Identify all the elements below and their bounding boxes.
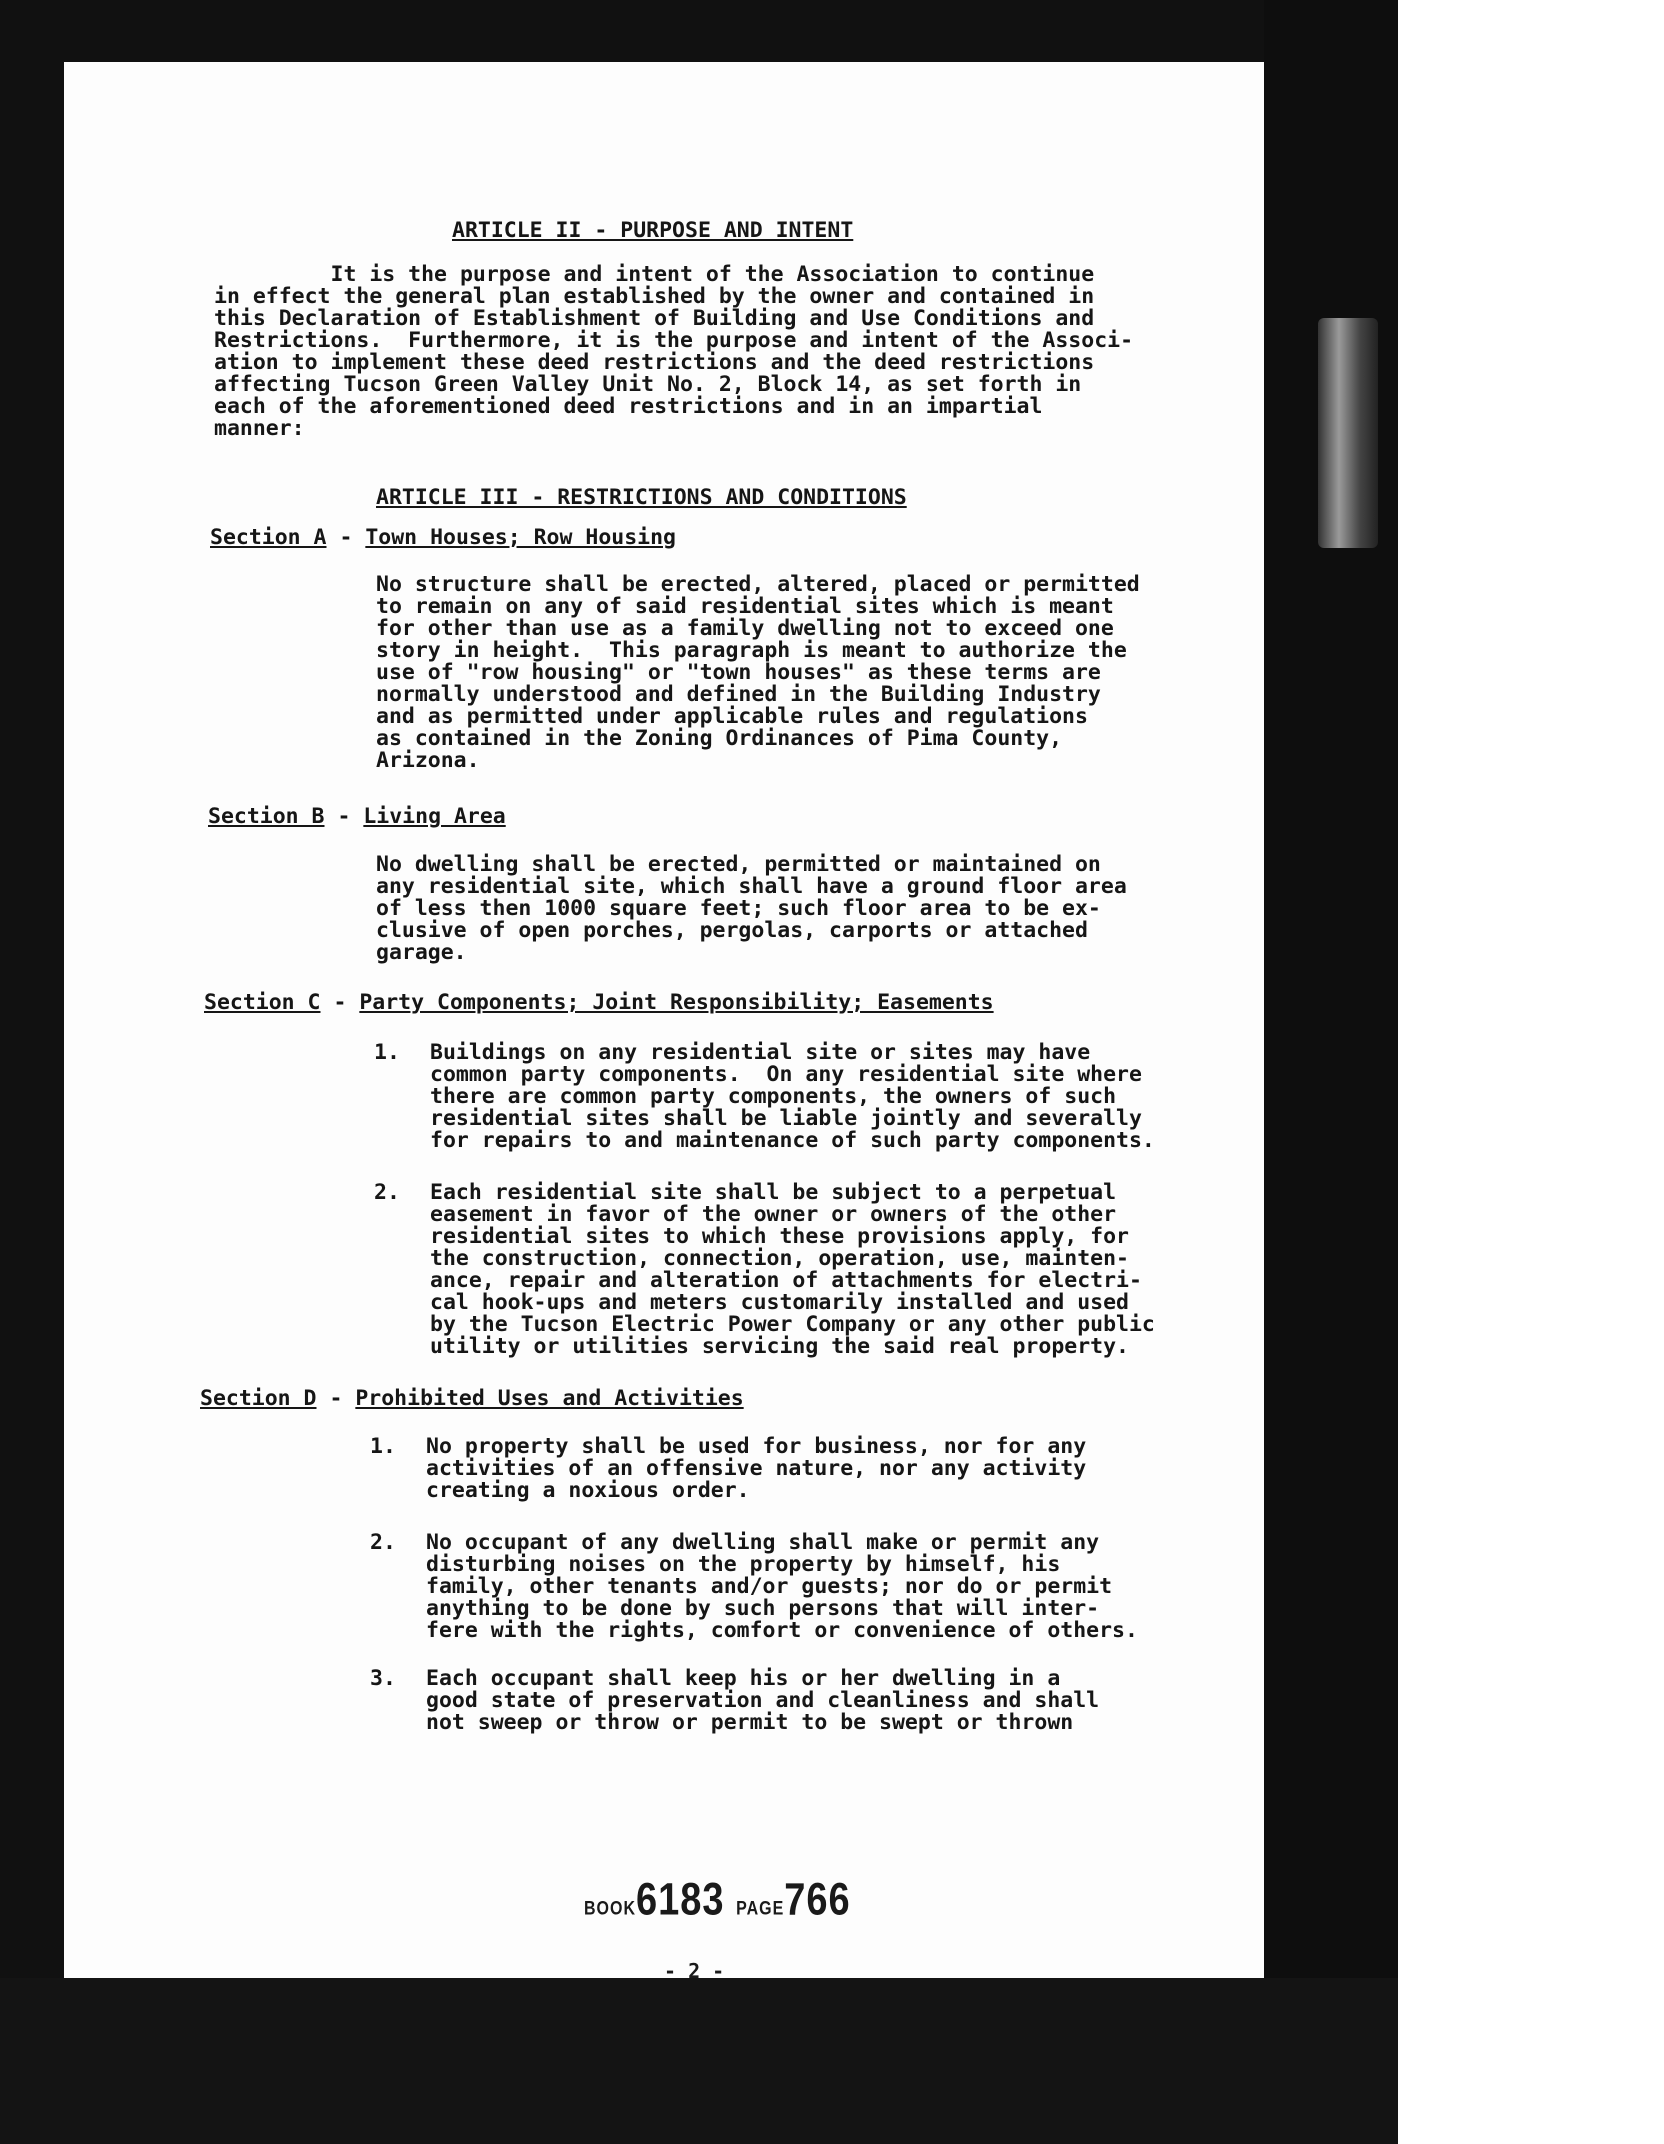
- item-text: Buildings on any residential site or sites may have common party components. On any residential site where there are common party components, the owners of such residential sites shall be liable jointly and severally for repairs to and maintenance of such party components.: [430, 1040, 1155, 1153]
- book-number: 6183: [636, 1875, 725, 1926]
- section-d-label: Section D: [200, 1386, 317, 1411]
- book-prefix: BOOK: [584, 1899, 636, 1920]
- item-number: 2.: [374, 1180, 400, 1205]
- section-a-paragraph: No structure shall be erected, altered, placed or permitted to remain on any of said residential sites which is meant for other than use as a family dwelling not to exceed one story in height. This paragraph is meant to authorize the use of "row housing" or "town houses" as these terms are normally understood and defined in the Building Industry and as permitted under applicable rules and regulations as contained in the Zoning Ordinances of Pima County, Arizona.: [376, 572, 1140, 773]
- item-number: 3.: [370, 1666, 396, 1691]
- section-a-title: Town Houses; Row Housing: [365, 525, 677, 550]
- item-text: No occupant of any dwelling shall make or permit any disturbing noises on the property by himself, his family, other tenants and/or guests; nor do or permit anything to be done by such persons that will inter- fere with the rights, comfort or convenience of others.: [426, 1530, 1138, 1643]
- section-d-heading: [200, 1388, 744, 1410]
- section-a-heading: [210, 527, 676, 549]
- section-b-dash: -: [324, 804, 364, 829]
- article-2-heading: ARTICLE II - PURPOSE AND INTENT: [452, 218, 854, 243]
- section-b-heading: [208, 806, 506, 828]
- binder-clip: [1318, 318, 1378, 548]
- section-a-label: Section A: [210, 525, 327, 550]
- section-b-label: Section B: [208, 804, 325, 829]
- section-d-dash: -: [316, 1386, 356, 1411]
- stamp-page-number: 766: [784, 1875, 851, 1926]
- page-prefix: PAGE: [736, 1899, 785, 1920]
- item-text: Each occupant shall keep his or her dwelling in a good state of preservation and cleanliness and shall not sweep or throw or permit to be swept or thrown: [426, 1666, 1100, 1735]
- section-c-dash: -: [320, 990, 360, 1015]
- section-b-title: Living Area: [363, 804, 506, 829]
- section-c-label: Section C: [204, 990, 321, 1015]
- scan-border-bottom: [0, 1978, 1398, 2144]
- item-text: Each residential site shall be subject to a perpetual easement in favor of the owner or owners of the other residential sites to which these provisions apply, for the construction, connection, operation, use, mainten- ance, repair and alteration of attachments for electri- cal hook-ups and meters customarily installed and used by the Tucson Electric Power Company or any other public utility or utilities servicing the said real property.: [430, 1180, 1155, 1359]
- item-number: 2.: [370, 1530, 396, 1555]
- page-number: - 2 -: [664, 1959, 725, 1983]
- item-text: No property shall be used for business, nor for any activities of an offensive nature, nor any activity creating a noxious order.: [426, 1434, 1087, 1503]
- item-number: 1.: [374, 1040, 400, 1065]
- article-3-heading: ARTICLE III - RESTRICTIONS AND CONDITIONS: [376, 485, 907, 510]
- section-a-dash: -: [326, 525, 366, 550]
- article-2-paragraph: It is the purpose and intent of the Association to continue in effect the general plan established by the owner and contained in this Declaration of Establishment of Building and Use Conditions and Restrictions. Furthermore, it is the purpose and intent of the Associ- ation to implement these deed restrictions and the deed restrictions affecting Tucson Green Valley Unit No. 2, Block 14, as set forth in each of the aforementioned deed restrictions and in an impartial manner:: [214, 262, 1134, 441]
- scan-border-left: [0, 0, 64, 2144]
- item-number: 1.: [370, 1434, 396, 1459]
- section-d-title: Prohibited Uses and Activities: [355, 1386, 744, 1411]
- section-b-paragraph: No dwelling shall be erected, permitted or maintained on any residential site, which shall have a ground floor area of less then 1000 square feet; such floor area to be ex- clusive of open porches, pergolas, carports or attached garage.: [376, 852, 1127, 965]
- section-c-title: Party Components; Joint Responsibility; Easements: [359, 990, 994, 1015]
- section-c-heading: [204, 992, 994, 1014]
- scan-border-top: [0, 0, 1398, 62]
- document-body: [64, 62, 1264, 1983]
- book-page-stamp: [584, 1875, 851, 1926]
- document-page: [64, 62, 1264, 1983]
